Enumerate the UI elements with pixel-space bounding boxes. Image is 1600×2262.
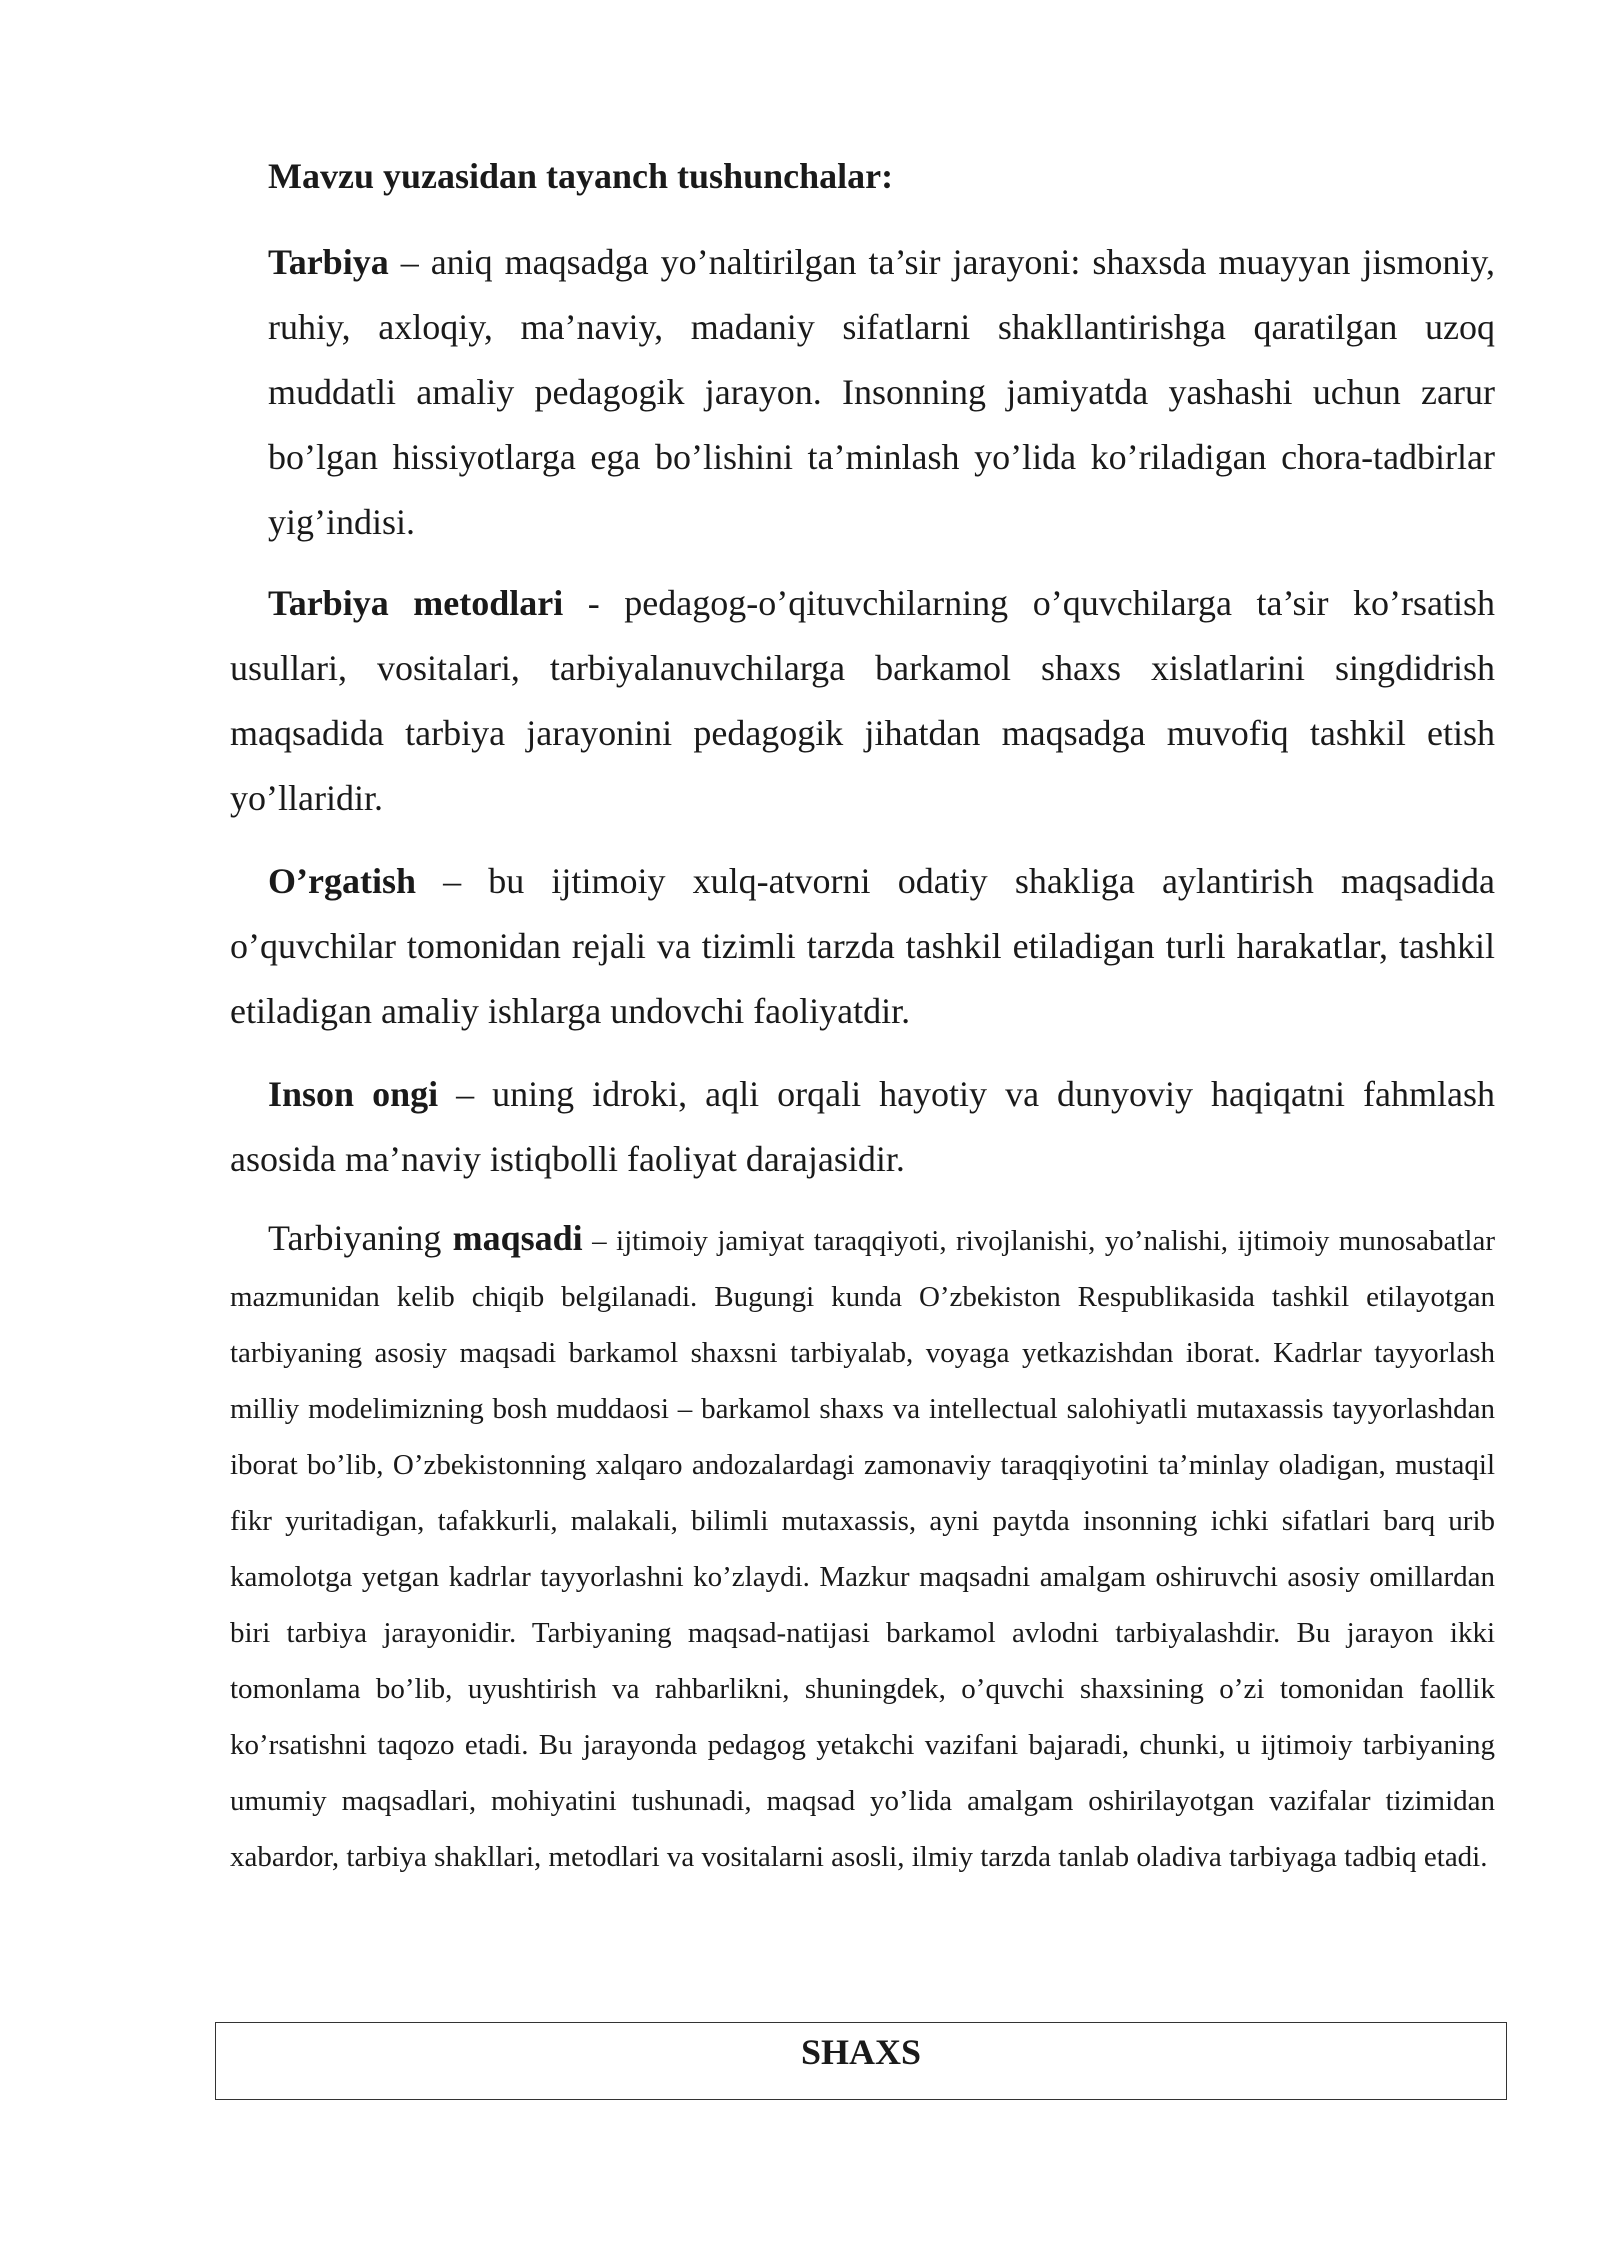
shaxs-box: [215, 2022, 1507, 2100]
definition-text-inson-ongi: – uning idroki, aqli orqali hayotiy va dunyoviy haqiqatni fahmlash asosida ma’naviy istiqbolli faoliyat darajasidir.: [230, 1074, 1495, 1179]
definition-text-tarbiya: – aniq maqsadga yo’naltirilgan ta’sir jarayoni: shaxsda muayyan jismoniy, ruhiy, axloqiy, ma’naviy, madaniy sifatlarni shakllantirishga qaratilgan uzoq muddatli amaliy pedagogik jarayon. Insonning jamiyatda yashashi uchun zarur bo’lgan hissiyotlarga ega bo’lishini ta’minlash yo’lida ko’riladigan chora-tadbirlar yig’indisi.: [268, 242, 1495, 542]
term-inson-ongi: Inson ongi: [268, 1074, 439, 1114]
definition-tarbiya-metodlari: [230, 571, 1495, 831]
lead-tarbiyaning: Tarbiyaning: [268, 1218, 453, 1258]
definition-inson-ongi: [230, 1062, 1495, 1192]
term-maqsadi: maqsadi: [452, 1218, 583, 1258]
definition-text-maqsadi: – ijtimoiy jamiyat taraqqiyoti, rivojlanishi, yo’nalishi, ijtimoiy munosabatlar mazmunidan kelib chiqib belgilanadi. Bugungi kunda O’zbekiston Respublikasida tashkil etilayotgan tarbiyaning asosiy maqsadi barkamol shaxsni tarbiyalab, voyaga yetkazishdan iborat. Kadrlar tayyorlash milliy modelimizning bosh muddaosi – barkamol shaxs va intellectual salohiyatli mutaxassis tayyorlashdan iborat bo’lib, O’zbekistonning xalqaro andozalardagi zamonaviy taraqqiyotini ta’minlay oladigan, mustaqil fikr yuritadigan, tafakkurli, malakali, bilimli mutaxassis, ayni paytda insonning ichki sifatlari barq urib kamolotga yetgan kadrlar tayyorlashni ko’zlaydi. Mazkur maqsadni amalgam oshiruvchi asosiy omillardan biri tarbiya jarayonidir. Tarbiyaning maqsad-natijasi barkamol avlodni tarbiyalashdir. Bu jarayon ikki tomonlama bo’lib, uyushtirish va rahbarlikni, shuningdek, o’quvchi shaxsining o’zi tomonidan faollik ko’rsatishni taqozo etadi. Bu jarayonda pedagog yetakchi vazifani bajaradi, chunki, u ijtimoiy tarbiyaning umumiy maqsadlari, mohiyatini tushunadi, maqsad yo’lida amalgam oshirilayotgan vazifalar tizimidan xabardor, tarbiya shakllari, metodlari va vositalarni asosli, ilmiy tarzda tanlab oladiva tarbiyaga tadbiq etadi.: [230, 1225, 1495, 1873]
term-tarbiya-metodlari: Tarbiya metodlari: [268, 583, 564, 623]
definition-orgatish: [230, 849, 1495, 1044]
section-heading: Mavzu yuzasidan tayanch tushunchalar:: [268, 156, 894, 196]
term-tarbiya: Tarbiya: [268, 242, 389, 282]
definition-text-orgatish: – bu ijtimoiy xulq-atvorni odatiy shakliga aylantirish maqsadida o’quvchilar tomonidan rejali va tizimli tarzda tashkil etiladigan turli harakatlar, tashkil etiladigan amaliy ishlarga undovchi faoliyatdir.: [230, 861, 1495, 1031]
definition-tarbiya: [268, 230, 1495, 555]
document-page: [230, 150, 1495, 1885]
definition-tarbiya-maqsadi: [230, 1210, 1495, 1885]
shaxs-box-title: SHAXS: [800, 2032, 922, 2072]
definition-text-tarbiya-metodlari: - pedagog-o’qituvchilarning o’quvchilarga ta’sir ko’rsatish usullari, vositalari, tarbiyalanuvchilarga barkamol shaxs xislatlarini singdidrish maqsadida tarbiya jarayonini pedagogik jihatdan maqsadga muvofiq tashkil etish yo’llaridir.: [230, 583, 1496, 818]
term-orgatish: O’rgatish: [268, 861, 416, 901]
